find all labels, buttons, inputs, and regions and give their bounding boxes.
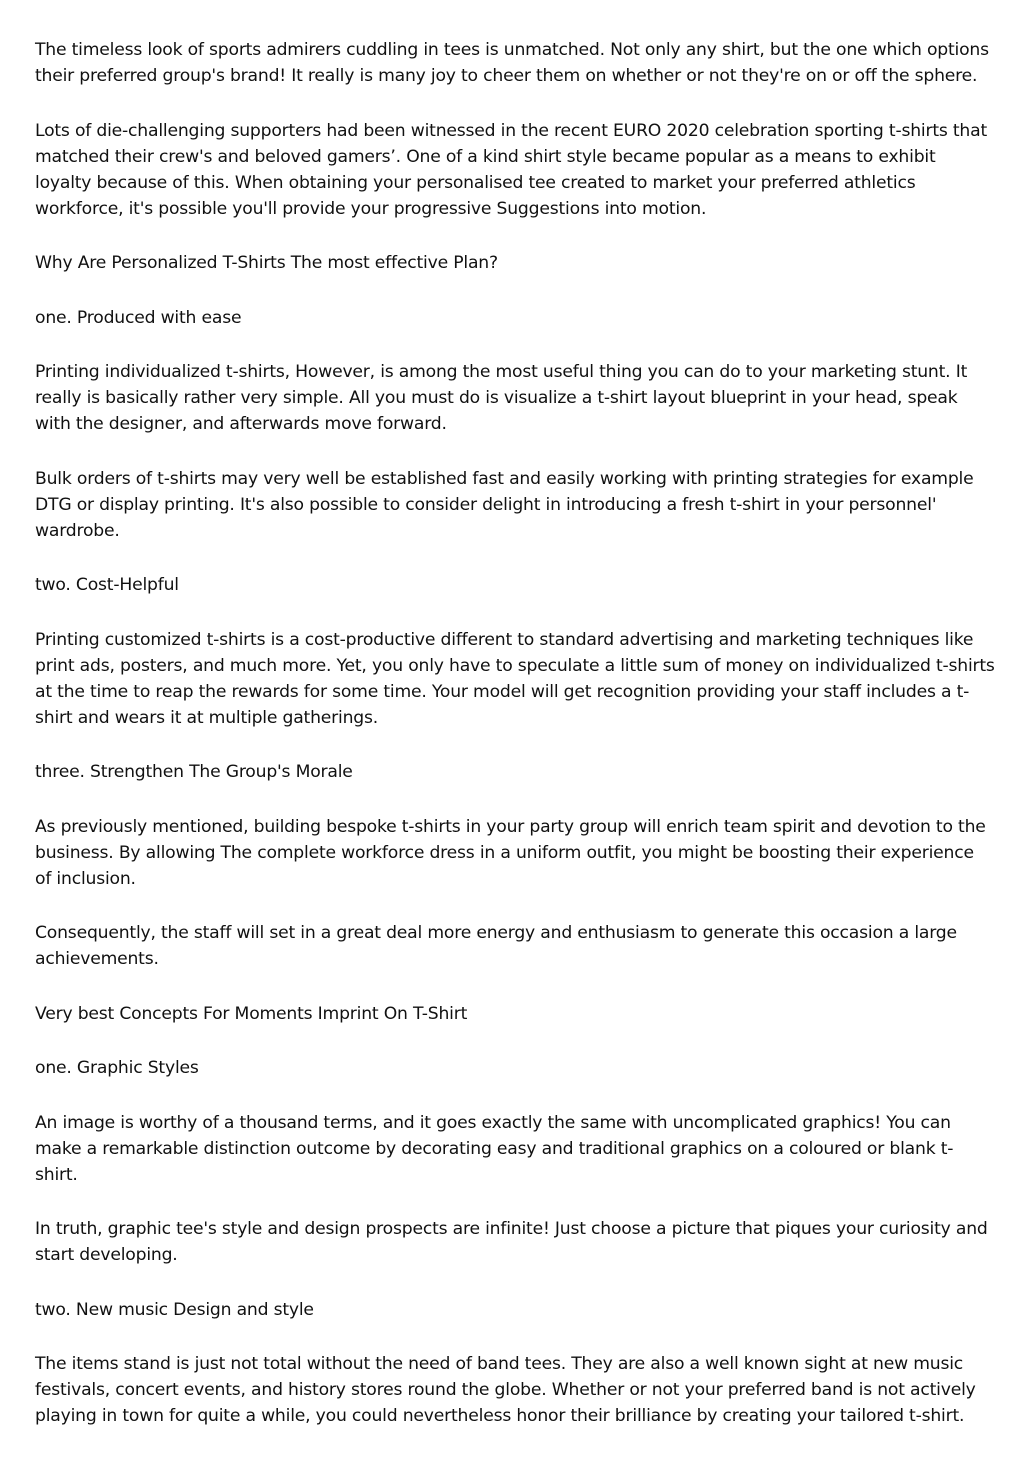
- cost-paragraph: Printing customized t-shirts is a cost-productive different to standard advertising and marketing techniques like print ads, posters, and much more. Yet, you only have to speculate a little sum of money on individualized t-shirts at the time to reap the rewards for some time. Your model will get recognition providing your staff includes a t-shirt and wears it at multiple gatherings.: [35, 629, 995, 728]
- subheading-produced-with-ease: one. Produced with ease: [35, 307, 242, 328]
- document-body: [35, 37, 995, 1458]
- section-heading-best-concepts: Very best Concepts For Moments Imprint On T-Shirt: [35, 1003, 468, 1024]
- subheading-graphic-styles: one. Graphic Styles: [35, 1058, 199, 1078]
- graphic-tee-paragraph: In truth, graphic tee's style and design prospects are infinite! Just choose a picture that piques your curiosity and start developing.: [35, 1219, 988, 1265]
- morale-paragraph: As previously mentioned, building bespoke t-shirts in your party group will enrich team spirit and devotion to the business. By allowing The complete workforce dress in a uniform outfit, you might be boosting their experience of inclusion.: [35, 816, 986, 889]
- subheading-music-design: two. New music Design and style: [35, 1299, 314, 1320]
- euro-2020-paragraph: Lots of die-challenging supporters had been witnessed in the recent EURO 2020 celebration sporting t-shirts that matched their crew's and beloved gamers’. One of a kind shirt style became popular as a means to exhibit loyalty because of this. When obtaining your personalised tee created to market your preferred athletics workforce, it's possible you'll provide your progressive Suggestions into motion.: [35, 120, 987, 219]
- intro-paragraph: The timeless look of sports admirers cuddling in tees is unmatched. Not only any shirt, but the one which options their preferred group's brand! It really is many joy to cheer them on whether or not they're on or off the sphere.: [35, 40, 989, 86]
- band-tees-paragraph: The items stand is just not total without the need of band tees. They are also a well known sight at new music festivals, concert events, and history stores round the globe. Whether or not your preferred band is not actively playing in town for quite a while, you could nevertheless honor their brilliance by creating your tailored t-shirt.: [35, 1354, 976, 1426]
- section-heading-why-personalized: Why Are Personalized T-Shirts The most effective Plan?: [35, 253, 498, 273]
- bulk-orders-paragraph: Bulk orders of t-shirts may very well be established fast and easily working with printing strategies for example DTG or display printing. It's also possible to consider delight in introducing a fresh t-shirt in your personnel' wardrobe.: [35, 468, 974, 541]
- graphics-paragraph: An image is worthy of a thousand terms, and it goes exactly the same with uncomplicated graphics! You can make a remarkable distinction outcome by decorating easy and traditional graphics on a coloured or blank t-shirt.: [35, 1112, 954, 1185]
- consequently-paragraph: Consequently, the staff will set in a great deal more energy and enthusiasm to generate this occasion a large achievements.: [35, 923, 957, 969]
- printing-paragraph: Printing individualized t-shirts, However, is among the most useful thing you can do to your marketing stunt. It really is basically rather very simple. All you must do is visualize a t-shirt layout blueprint in your head, speak with the designer, and afterwards move forward.: [35, 362, 968, 434]
- subheading-strengthen-morale: three. Strengthen The Group's Morale: [35, 762, 353, 782]
- subheading-cost-helpful: two. Cost-Helpful: [35, 575, 179, 595]
